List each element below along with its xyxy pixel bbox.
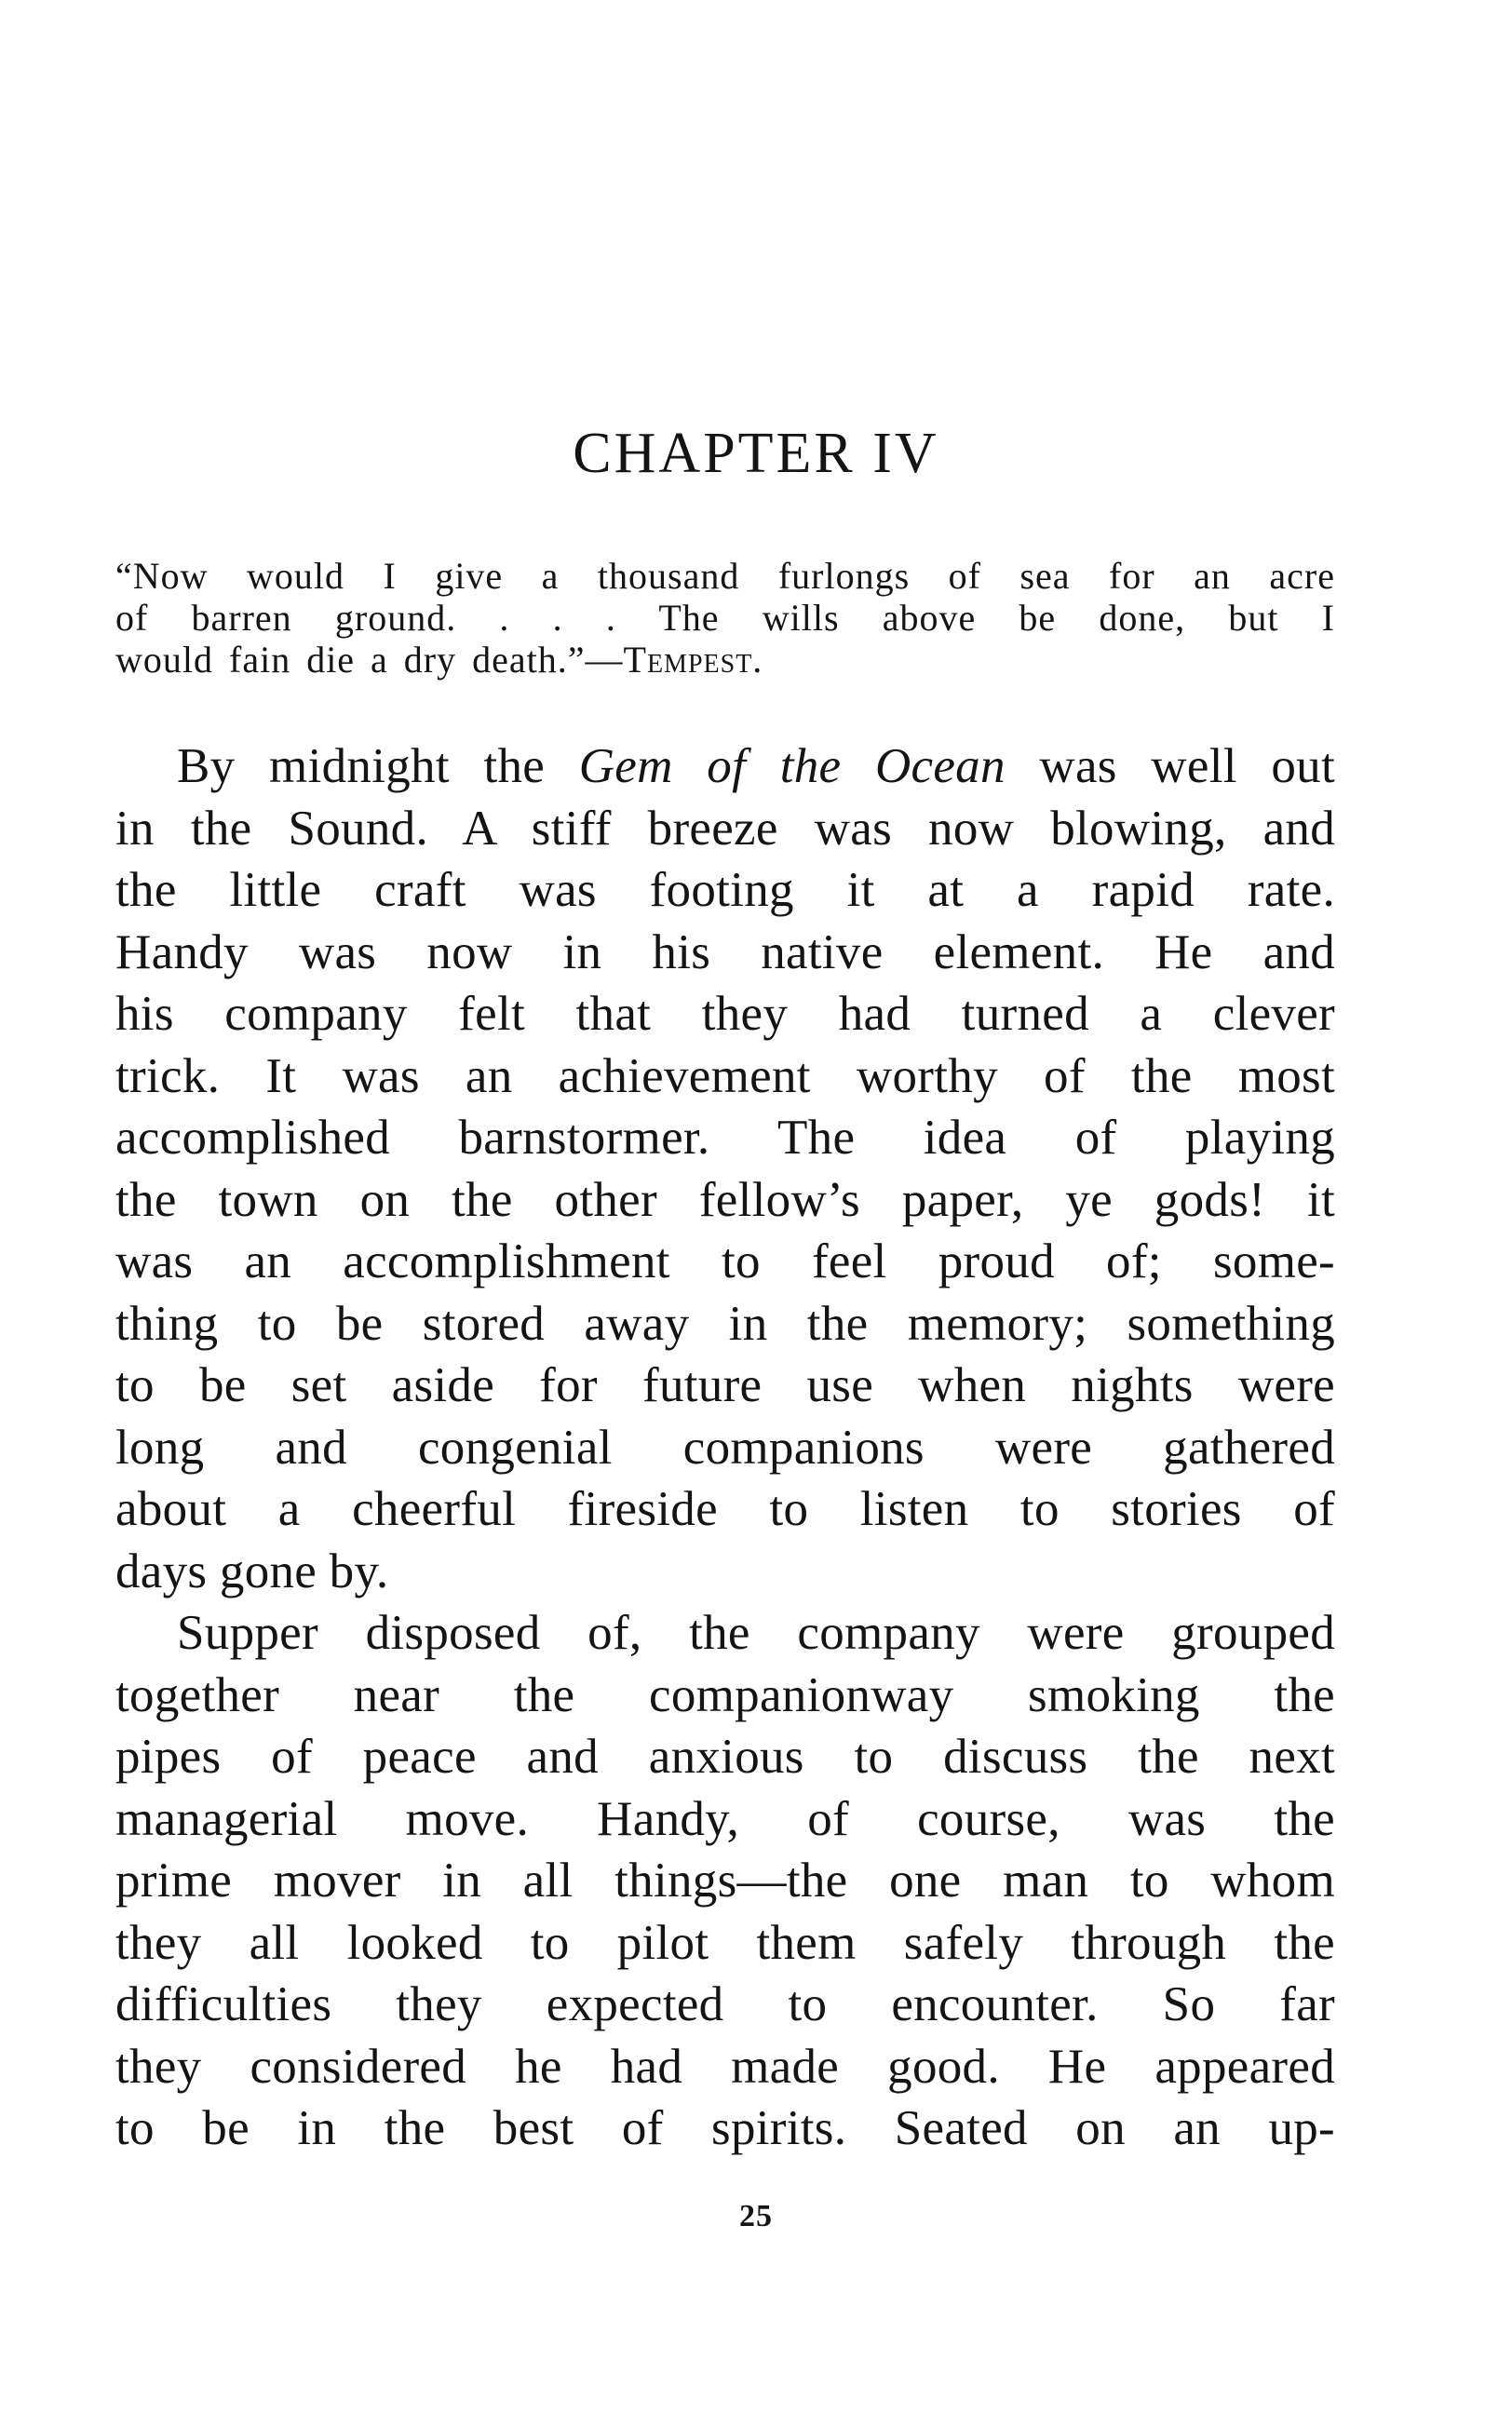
paragraph-line: difficulties they expected to encounter. So far	[115, 1977, 1335, 2031]
epigraph-quote-end: would fain die a dry death.”—	[115, 639, 624, 681]
paragraph-text: By midnight the	[177, 739, 579, 793]
epigraph	[115, 555, 1335, 681]
paragraph-line: prime mover in all things—the one man to whom	[115, 1854, 1335, 1908]
paragraph-line: pipes of peace and anxious to discuss the next	[115, 1730, 1335, 1784]
ship-name: Gem of the Ocean	[578, 739, 1006, 793]
body-text	[115, 735, 1335, 2160]
epigraph-line	[115, 639, 1335, 681]
paragraph-line: to be set aside for future use when nights were	[115, 1358, 1335, 1412]
paragraph-line: they all looked to pilot them safely through the	[115, 1915, 1335, 1970]
paragraph-text: was well out	[1005, 739, 1335, 793]
epigraph-line: of barren ground. . . . The wills above be done, but I	[115, 597, 1335, 639]
epigraph-source: Tempest.	[623, 639, 763, 681]
paragraph-line: together near the companionway smoking the	[115, 1667, 1335, 1722]
paragraph-line: accomplished barnstormer. The idea of playing	[115, 1111, 1335, 1165]
paragraph-line: his company felt that they had turned a clever	[115, 987, 1335, 1041]
page-number: 25	[739, 2199, 773, 2233]
chapter-title: CHAPTER IV	[573, 422, 939, 485]
paragraph-line: Handy was now in his native element. He and	[115, 924, 1335, 979]
paragraph-line: the town on the other fellow’s paper, ye gods! it	[115, 1172, 1335, 1227]
paragraph-line: in the Sound. A stiff breeze was now blowing, and	[115, 801, 1335, 856]
paragraph-line: days gone by.	[115, 1544, 389, 1598]
paragraph-line: Supper disposed of, the company were grouped	[177, 1606, 1335, 1660]
paragraph-line: long and congenial companions were gathered	[115, 1420, 1335, 1475]
paragraph-line: was an accomplishment to feel proud of; some-	[115, 1234, 1335, 1288]
paragraph-line: managerial move. Handy, of course, was the	[115, 1791, 1335, 1846]
paragraph-line: thing to be stored away in the memory; something	[115, 1296, 1335, 1351]
paragraph-line: trick. It was an achievement worthy of the most	[115, 1048, 1335, 1103]
paragraph-line: to be in the best of spirits. Seated on an up-	[115, 2101, 1335, 2155]
paragraph-line: they considered he had made good. He appeared	[115, 2039, 1335, 2094]
paragraph-line: about a cheerful fireside to listen to stories of	[115, 1482, 1335, 1536]
paragraph-line: the little craft was footing it at a rapid rate.	[115, 863, 1335, 917]
epigraph-line: “Now would I give a thousand furlongs of sea for an acre	[115, 555, 1335, 597]
paragraph-line	[115, 735, 1335, 798]
